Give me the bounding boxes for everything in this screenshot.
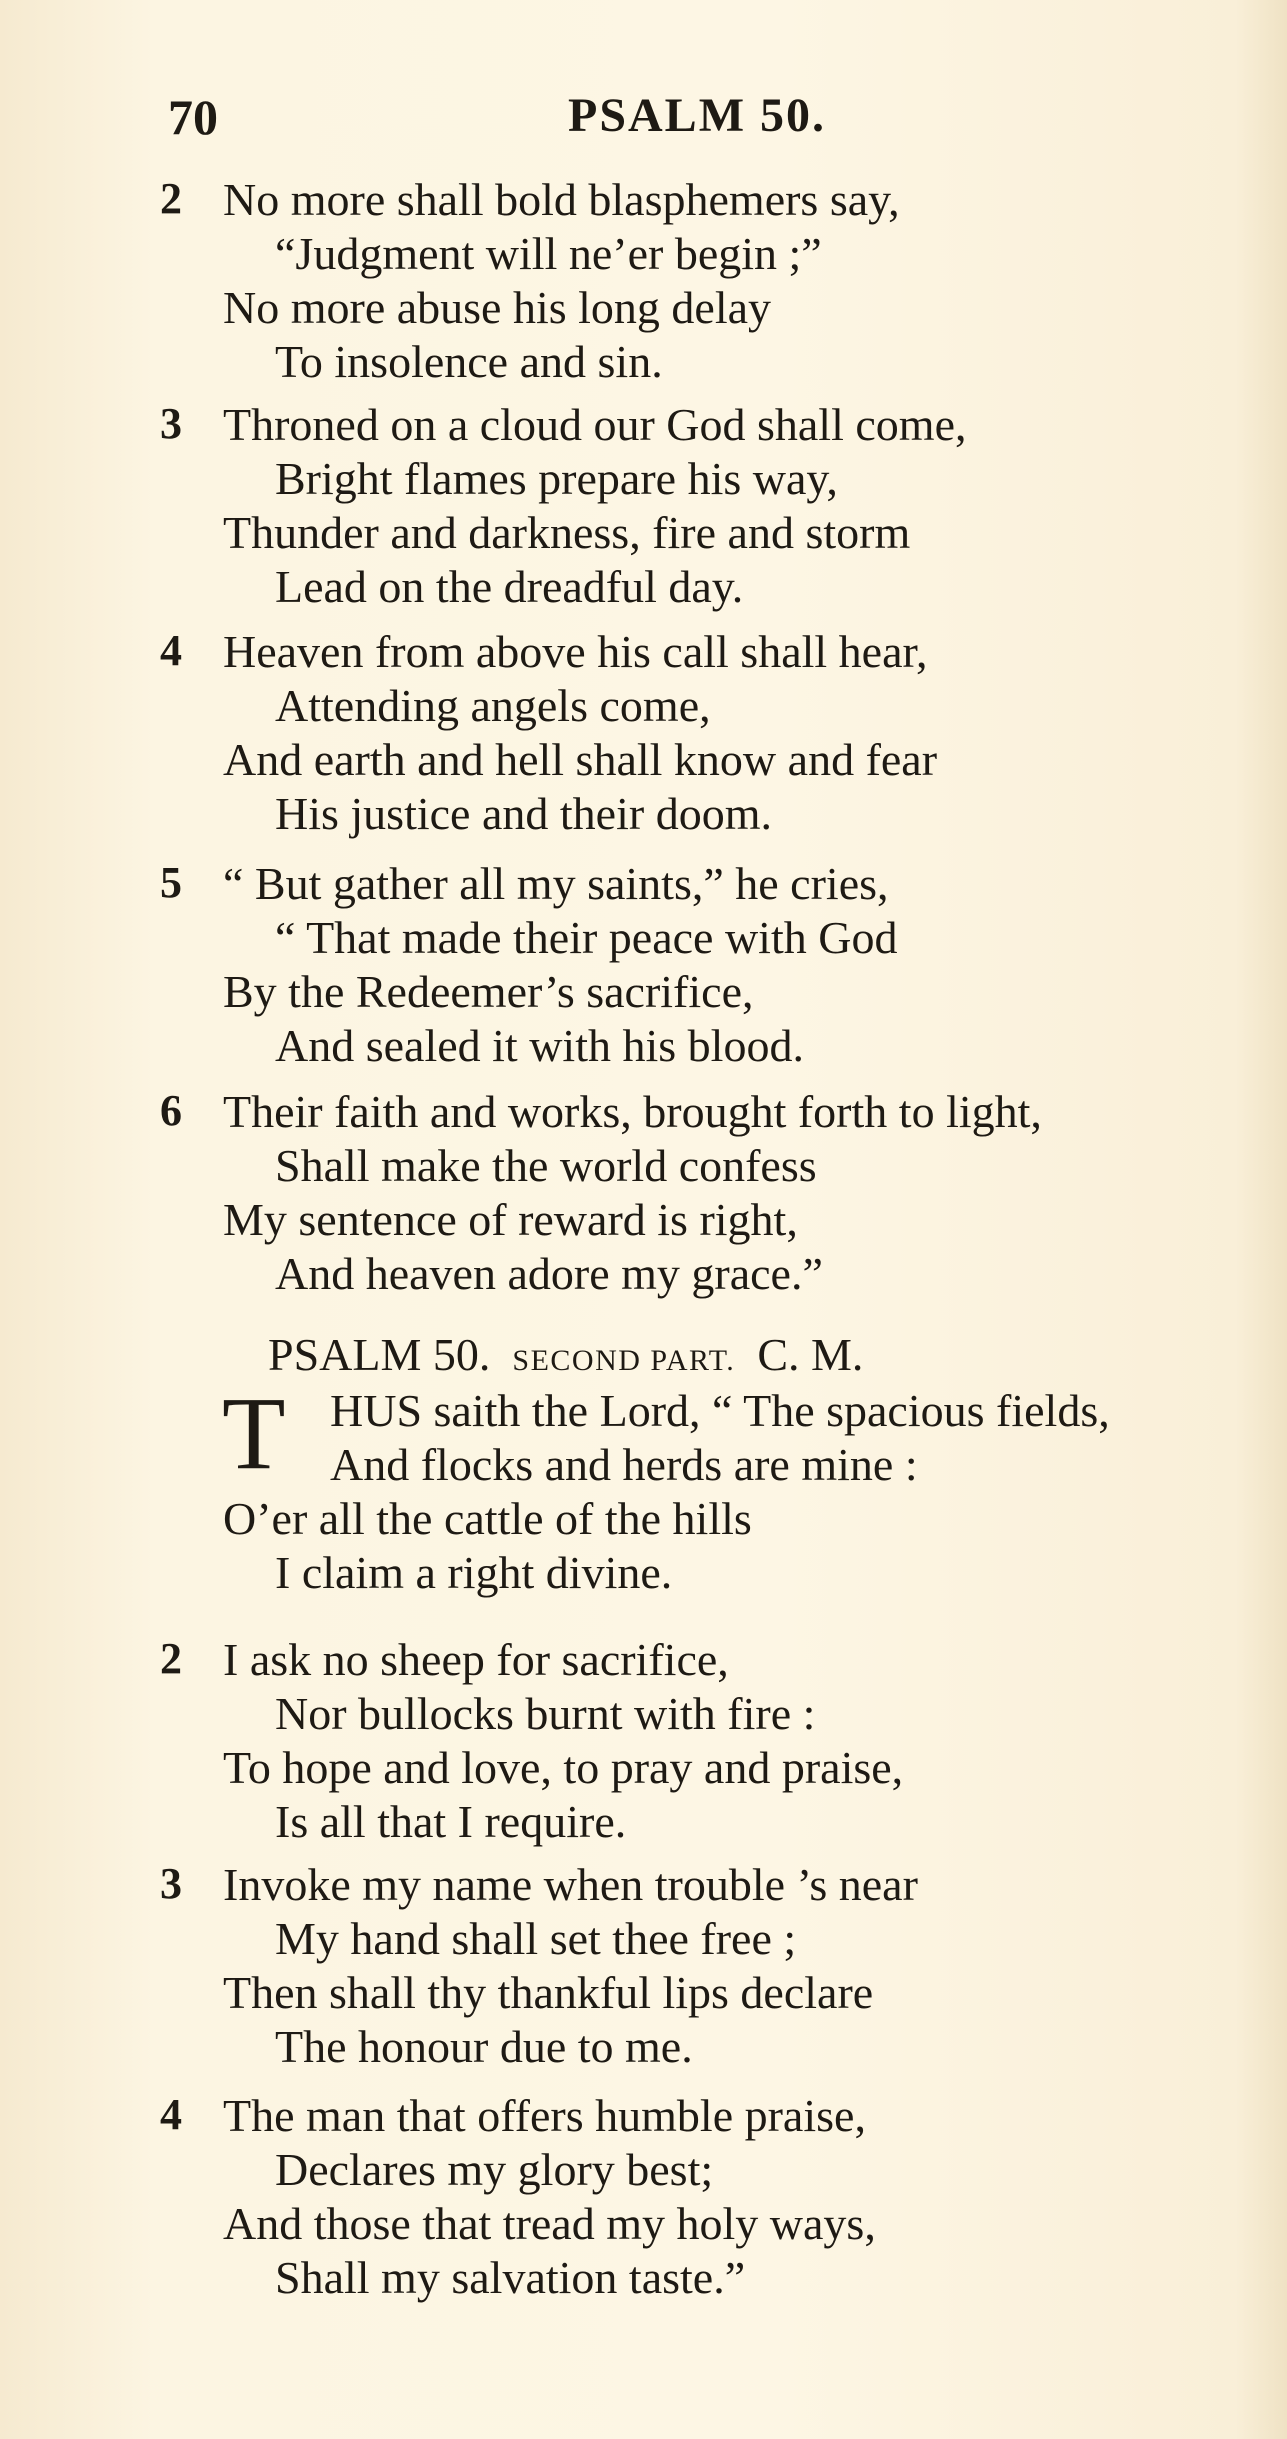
verse-line: O’er all the cattle of the hills <box>223 1493 752 1544</box>
verse-line: To hope and love, to pray and praise, <box>223 1742 904 1793</box>
verse-line: I claim a right divine. <box>275 1547 673 1598</box>
stanza-3 <box>160 398 1240 614</box>
section-title: PSALM 50. <box>268 1329 491 1380</box>
verse-line: No more abuse his long delay <box>223 282 772 333</box>
stanza-number: 3 <box>160 399 182 448</box>
verse-line: I ask no sheep for sacrifice, <box>223 1634 729 1685</box>
section-heading <box>268 1328 863 1381</box>
stanza-number: 4 <box>160 2090 182 2139</box>
verse-line: And flocks and herds are mine : <box>330 1439 918 1490</box>
verse-line: To insolence and sin. <box>275 336 663 387</box>
stanza-number: 4 <box>160 626 182 675</box>
verse-line: Shall my salvation taste.” <box>275 2252 746 2303</box>
verse-line: Heaven from above his call shall hear, <box>223 626 928 677</box>
verse-line: “Judgment will ne’er begin ;” <box>275 228 822 279</box>
verse-line: “ That made their peace with God <box>275 912 898 963</box>
section-meter: C. M. <box>757 1329 864 1380</box>
drop-cap: T <box>222 1376 286 1491</box>
verse-line: Thunder and darkness, fire and storm <box>223 507 911 558</box>
verse-line: And earth and hell shall know and fear <box>223 734 938 785</box>
stanza-6 <box>160 1085 1240 1301</box>
verse-line: My hand shall set thee free ; <box>275 1913 797 1964</box>
verse-line: The honour due to me. <box>275 2021 693 2072</box>
stanza-number: 2 <box>160 174 182 223</box>
page-number: 70 <box>168 89 218 145</box>
verse-line: The man that offers humble praise, <box>223 2090 866 2141</box>
verse-line: Throned on a cloud our God shall come, <box>223 399 967 450</box>
stanza-number: 2 <box>160 1634 182 1683</box>
verse-line: And heaven adore my grace.” <box>275 1248 823 1299</box>
stanza-5 <box>160 857 1240 1073</box>
verse-line: By the Redeemer’s sacrifice, <box>223 966 754 1017</box>
section-subtitle: SECOND PART. <box>512 1344 736 1377</box>
verse-line: My sentence of reward is right, <box>223 1194 798 1245</box>
stanza-number: 6 <box>160 1086 182 1135</box>
running-head: PSALM 50. <box>568 89 826 142</box>
verse-line: And sealed it with his blood. <box>275 1020 804 1071</box>
verse-line: “ But gather all my saints,” he cries, <box>223 858 889 909</box>
verse-line: Invoke my name when trouble ’s near <box>223 1859 918 1910</box>
verse-line: Bright flames prepare his way, <box>275 453 838 504</box>
stanza-2-part2 <box>160 1633 1240 1849</box>
verse-line: Attending angels come, <box>275 680 711 731</box>
verse-line: His justice and their doom. <box>275 788 772 839</box>
verse-line: Their faith and works, brought forth to light, <box>223 1086 1042 1137</box>
verse-line: Lead on the dreadful day. <box>275 561 744 612</box>
verse-line: Shall make the world confess <box>275 1140 817 1191</box>
verse-line: Then shall thy thankful lips declare <box>223 1967 874 2018</box>
verse-line: HUS saith the Lord, “ The spacious fields, <box>330 1385 1110 1436</box>
verse-line: Declares my glory best; <box>275 2144 714 2195</box>
stanza-2 <box>160 173 1240 389</box>
stanza-1-part2 <box>160 1376 1260 1600</box>
stanza-number: 3 <box>160 1859 182 1908</box>
verse-line: No more shall bold blasphemers say, <box>223 174 900 225</box>
stanza-4 <box>160 625 1240 841</box>
stanza-3-part2 <box>160 1858 1240 2074</box>
stanza-number: 5 <box>160 858 182 907</box>
stanza-4-part2 <box>160 2089 1240 2305</box>
verse-line: And those that tread my holy ways, <box>223 2198 876 2249</box>
verse-line: Nor bullocks burnt with fire : <box>275 1688 816 1739</box>
verse-line: Is all that I require. <box>275 1796 627 1847</box>
page-header <box>168 88 1168 148</box>
